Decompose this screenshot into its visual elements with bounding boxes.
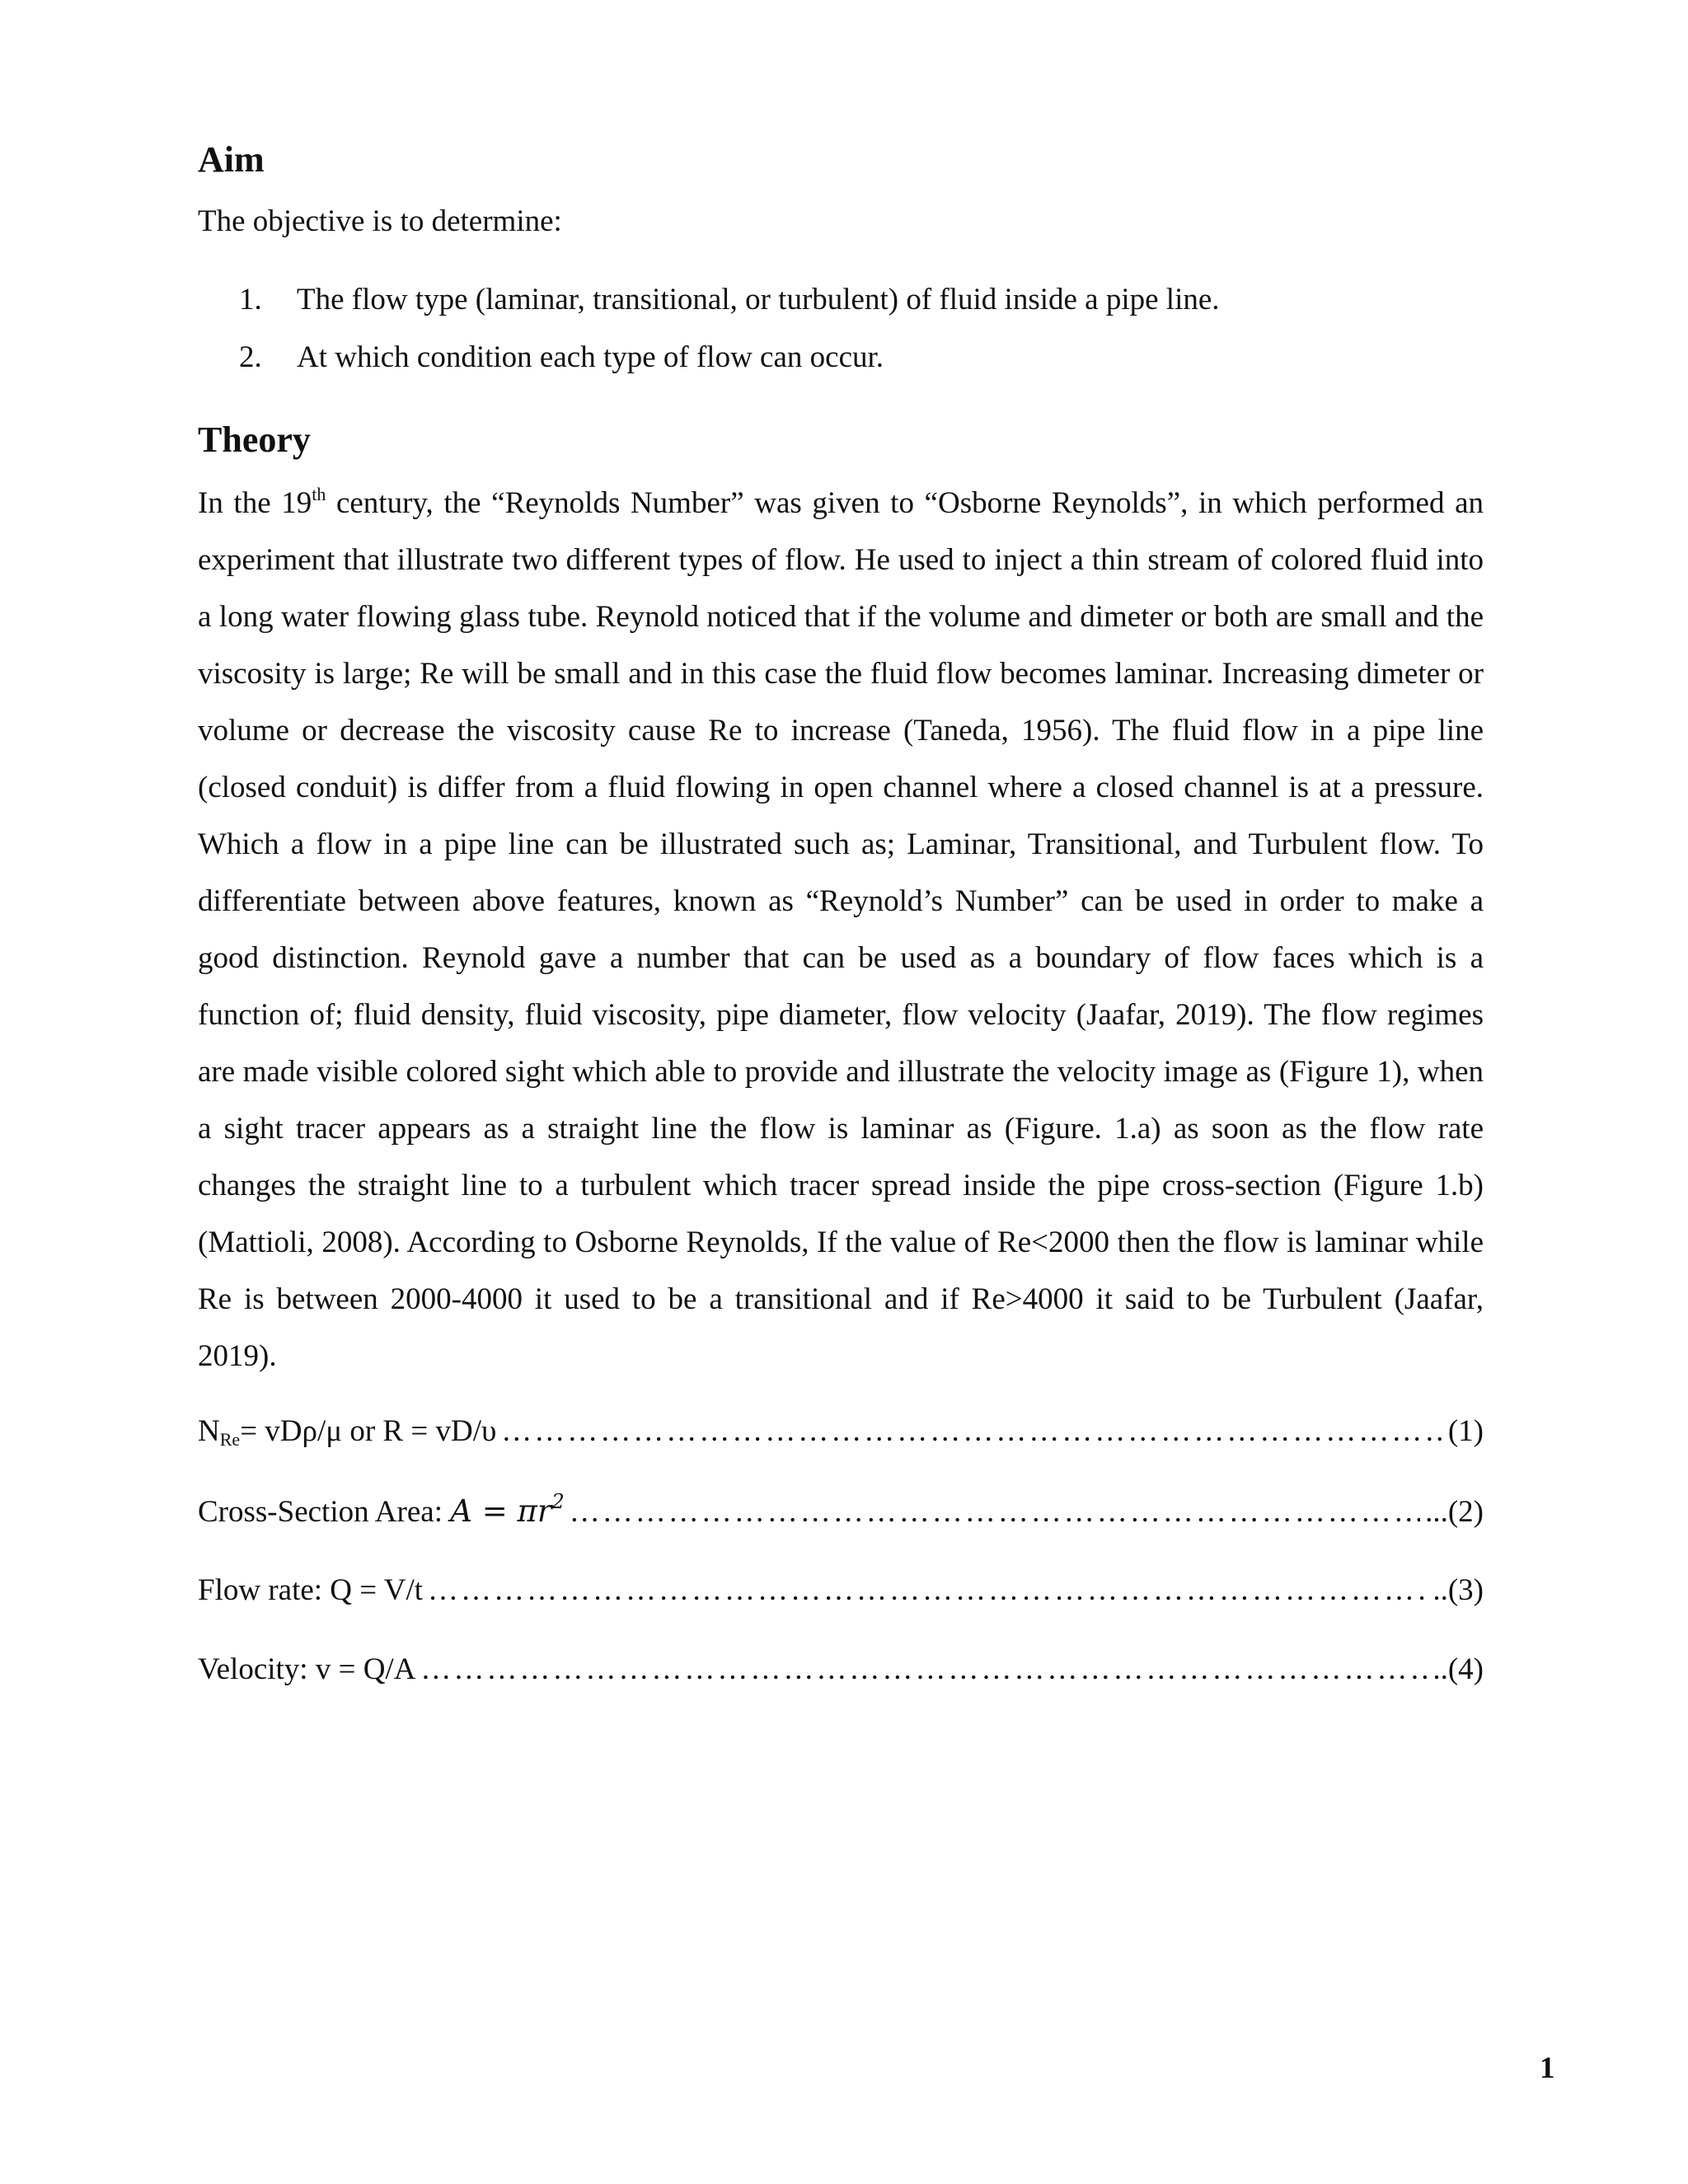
aim-heading: Aim [198, 139, 265, 180]
dot-leader [428, 1571, 1428, 1610]
equation-4-number: ..(4) [1432, 1652, 1484, 1686]
equals-sign: = [471, 1493, 518, 1529]
list-item-text: The flow type (laminar, transitional, or turbulent) of fluid inside a pipe line. [297, 283, 1220, 316]
list-item-text: At which condition each type of flow can occur. [297, 340, 884, 374]
theory-paragraph [198, 475, 1484, 1385]
page-number: 1 [1540, 2051, 1555, 2085]
equation-3-number: ..(3) [1432, 1573, 1484, 1607]
aim-list [239, 280, 1220, 396]
equation-2-expression [198, 1492, 565, 1532]
equation-3 [198, 1571, 1484, 1610]
equation-1-number: (1) [1447, 1414, 1484, 1448]
list-item [239, 280, 1220, 338]
equation-4 [198, 1650, 1484, 1690]
equation-1 [198, 1412, 1484, 1460]
equation-3-expression: Flow rate: Q = V/t [198, 1573, 424, 1607]
reynolds-subscript: Re [219, 1429, 241, 1450]
list-item [239, 338, 1220, 396]
equation-1-expression [198, 1412, 496, 1460]
equation-4-expression: Velocity: v = Q/A [198, 1652, 416, 1686]
area-label: Cross-Section Area: [198, 1495, 451, 1529]
list-item-number: 1. [239, 283, 262, 316]
theory-heading: Theory [198, 419, 311, 460]
dot-leader [570, 1493, 1420, 1532]
pi-r: πr [517, 1493, 552, 1529]
aim-intro: The objective is to determine: [198, 204, 562, 238]
dot-leader [501, 1412, 1443, 1451]
exponent: 2 [551, 1490, 565, 1513]
area-formula [450, 1490, 565, 1529]
reynolds-formula: = vDρ/μ or R = vD/υ [240, 1414, 497, 1448]
area-symbol: A [450, 1493, 472, 1529]
dot-leader [420, 1650, 1428, 1690]
equation-2 [198, 1492, 1484, 1532]
list-item-number: 2. [239, 340, 262, 374]
reynolds-symbol: N [198, 1414, 220, 1448]
equation-2-number: ...(2) [1425, 1495, 1484, 1529]
theory-text-start: In the 19 [198, 486, 312, 520]
theory-text-rest: century, the “Reynolds Number” was given to “Osborne Reynolds”, in which performed an experiment that illustrate two different types of flow. He used to inject a thin stream of colored fluid into a long water flowing glass tube. Reynold noticed that if the volume and dimeter or both are small and the viscosity is large; Re will be small and in this case the fluid flow becomes laminar. Increasing dimeter or volume or decrease the viscosity cause Re to increase (Taneda, 1956). The fluid flow in a pipe line (closed conduit) is differ from a fluid flowing in open channel where a closed channel is at a pressure. Which a flow in a pipe line can be illustrated such as; Laminar, Transitional, and Turbulent flow. To differentiate between above features, known as “Reynold’s Number” can be used in order to make a good distinction. Reynold gave a number that can be used as a boundary of flow faces which is a function of; fluid density, fluid viscosity, pipe diameter, flow velocity (Jaafar, 2019). The flow regimes are made visible colored sight which able to provide and illustrate the velocity image as (Figure 1), when a sight tracer appears as a straight line the flow is laminar as (Figure. 1.a) as soon as the flow rate changes the straight line to a turbulent which tracer spread inside the pipe cross-section (Figure 1.b) (Mattioli, 2008). According to Osborne Reynolds, If the value of Re<2000 then the flow is laminar while Re is between 2000-4000 it used to be a transitional and if Re>4000 it said to be Turbulent (Jaafar, 2019). [198, 486, 1484, 1373]
ordinal-superscript: th [312, 484, 326, 504]
